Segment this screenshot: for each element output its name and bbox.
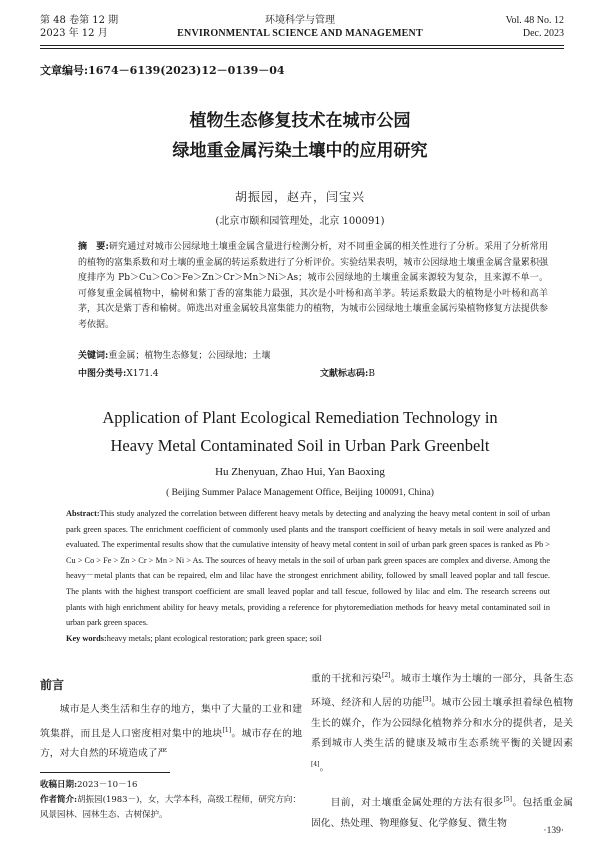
publication-date: 2023 年 12 月 xyxy=(40,28,108,39)
header-rule-thin xyxy=(40,48,564,49)
chinese-title-line2: 绿地重金属污染土壤中的应用研究 xyxy=(172,141,428,161)
page-number: ·139· xyxy=(543,826,564,836)
journal-name-cn: 环境科学与管理 xyxy=(265,15,335,26)
document-code xyxy=(320,368,375,381)
citation-4: [4] xyxy=(311,760,320,768)
chinese-abstract-text: 研究通过对城市公园绿地土壤重金属含量进行检测分析，对不同重金属的相关性进行了分析。采用了分析常用的植物的富集系数和对土壤的重金属的转运系数进行了分析评价。实验结果表明，城市公园绿地土壤重金属含量累积强度排序为 Pb＞Cu＞Co＞Fe＞Zn＞Cr＞Mn＞Ni＞As；城市公园绿地的土壤重金属来源较为复杂，且来源不单一。可修复重金属植物中，榆树和紫丁香的富集能力最强，其次是小叶杨和高羊茅。转运系数最大的植物是小叶杨和高羊茅，其次是紫丁香和榆树。筛选出对重金属较具富集能力的植物，为城市公园绿地土壤重金属污染植物修复方法提供参考依据。 xyxy=(78,242,548,330)
chinese-affiliation: (北京市颐和园管理处，北京 100091) xyxy=(215,216,385,227)
chinese-keywords-label: 关键词: xyxy=(78,351,109,361)
chinese-keywords xyxy=(78,350,270,363)
clc-value: X171.4 xyxy=(126,369,159,379)
received-date: 2023－10－16 xyxy=(77,780,138,790)
clc-number xyxy=(78,368,159,381)
english-abstract xyxy=(66,506,550,631)
english-abstract-label: Abstract: xyxy=(66,509,100,518)
publication-date-en: Dec. 2023 xyxy=(522,28,564,39)
body-paragraph-left xyxy=(40,700,302,765)
english-affiliation: ( Beijing Summer Palace Management Office, Beijing 100091, China) xyxy=(166,488,434,498)
chinese-title xyxy=(0,106,600,166)
author-bio-label: 作者简介: xyxy=(40,795,78,805)
body-left-text: 城市是人类生活和生存的地方，集中了大量的工业和建筑集群，而且是人口密度相对集中的地块 xyxy=(40,704,302,739)
document-code-value: B xyxy=(368,369,375,379)
citation-3: [3] xyxy=(422,695,432,703)
chinese-abstract xyxy=(78,240,548,333)
citation-1: [1] xyxy=(222,726,232,734)
footnote-rule xyxy=(40,772,170,773)
citation-5: [5] xyxy=(503,796,512,803)
chinese-abstract-label: 摘 要: xyxy=(78,242,109,252)
english-keywords xyxy=(66,634,550,643)
journal-volume-info-en xyxy=(506,14,564,40)
header-rule xyxy=(40,45,564,46)
body-paragraph-right-2 xyxy=(311,790,573,834)
english-title-line2: Heavy Metal Contaminated Soil in Urban Park Greenbelt xyxy=(110,436,490,455)
english-keywords-text: heavy metals; plant ecological restoration; park green space; soil xyxy=(106,634,322,643)
body-right-text-c: 。城市公园土壤承担着绿色植物生长的媒介，作为公园绿化植物养分和水分的提供者，是关系到城市人类生活的健康及城市生态系统平衡的关键因素 xyxy=(311,697,574,750)
chinese-title-line1: 植物生态修复技术在城市公园 xyxy=(189,111,411,131)
body-right2-text-b: 。包括重金属固化、热处理、物理修复、化学修复、微生物 xyxy=(311,797,574,829)
journal-name-en: ENVIRONMENTAL SCIENCE AND MANAGEMENT xyxy=(177,28,423,39)
body-paragraph-right-1 xyxy=(311,666,573,778)
received-label: 收稿日期: xyxy=(40,780,78,790)
author-bio-text: 胡振园(1983－)，女，大学本科，高级工程师，研究方向：风景园林、园林生态、古树保护。 xyxy=(40,795,301,820)
document-code-label: 文献标志码: xyxy=(320,369,369,379)
footnote-received xyxy=(40,778,302,793)
body-left-text-cont: 。城市存在的地方，对大自然的环境造成了严 xyxy=(40,727,303,760)
volume-issue: 第 48 卷第 12 期 xyxy=(40,15,119,26)
english-abstract-text: This study analyzed the correlation between different heavy metals by detecting and analyzing the heavy metal content in soil of urban park green spaces. The enrichment coefficient of commonly used plants and the transport coefficient of heavy metals in soil were analyzed and evaluated. The experimental results show that the cumulative intensity of heavy metal content in soil of urban park green spaces is ranked as Pb > Cu > Co > Fe > Zn > Cr > Mn > Ni > As. The sources of heavy metals in the soil of urban park green spaces are complex and diverse. Among the heavy－metal plants that can be repaired, elm and lilac have the strongest enrichment ability, followed by small leaved poplar and tall fescue. The plants with the highest transport coefficient are small leaved poplar and tall fescue, followed by lilac and elm. The research screens out plants with high enrichment ability for heavy metals, providing a reference for phytoremediation methods for heavy metal contaminated soil in urban park green spaces. xyxy=(66,509,550,628)
body-right-text-d: 。 xyxy=(319,761,330,773)
citation-2: [2] xyxy=(381,672,391,679)
chinese-keywords-text: 重金属；植物生态修复；公园绿地；土壤 xyxy=(108,351,271,361)
body-right-text-a: 重的干扰和污染 xyxy=(311,673,382,685)
body-right2-text-a: 目前，对土壤重金属处理的方法有很多 xyxy=(330,797,504,809)
english-keywords-label: Key words: xyxy=(66,634,107,643)
footnote-author xyxy=(40,793,302,823)
english-title-line1: Application of Plant Ecological Remediation Technology in xyxy=(102,408,498,427)
body-right-text-b: 。城市土壤作为土壤的一部分，具备生态环境、经济和人居的功能 xyxy=(311,673,574,709)
english-title xyxy=(0,404,600,460)
article-number: 文章编号:1674－6139(2023)12－0139－04 xyxy=(40,64,285,77)
chinese-authors: 胡振园，赵卉，闫宝兴 xyxy=(234,190,365,204)
volume-issue-en: Vol. 48 No. 12 xyxy=(505,15,564,26)
section-title-preface: 前言 xyxy=(40,678,65,692)
clc-label: 中图分类号: xyxy=(78,369,127,379)
english-authors: Hu Zhenyuan, Zhao Hui, Yan Baoxing xyxy=(215,466,385,478)
